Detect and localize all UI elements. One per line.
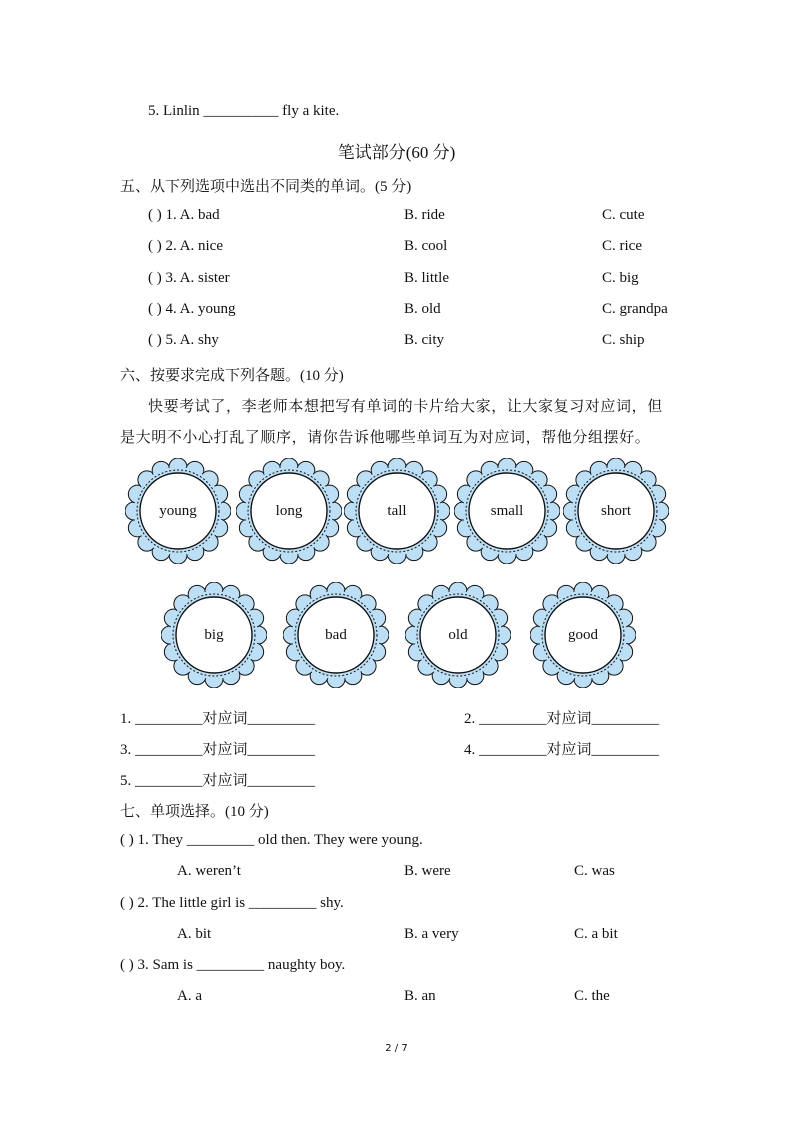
section-6-heading: 六、按要求完成下列各题。(10 分)	[120, 368, 344, 384]
choice-a: A. a	[177, 988, 202, 1004]
item-option-c: C. big	[602, 270, 639, 286]
choice-b: B. a very	[404, 926, 459, 942]
answer-line: 1. _________对应词_________	[120, 711, 316, 727]
item-option-a: ( ) 4. A. young	[148, 301, 236, 317]
section-7-heading: 七、单项选择。(10 分)	[120, 804, 269, 820]
section-6-instructions-line2: 是大明不小心打乱了顺序，请你告诉他哪些单词互为对应词，帮他分组摆好。	[120, 430, 651, 446]
choice-c: C. the	[574, 988, 610, 1004]
item-option-b: B. cool	[404, 238, 448, 254]
written-part-title: 笔试部分(60 分)	[337, 143, 456, 162]
page-number: 2 / 7	[385, 1043, 408, 1054]
card-word: bad	[325, 627, 347, 643]
card-word: young	[159, 503, 197, 519]
item-option-a: ( ) 1. A. bad	[148, 207, 220, 223]
item-option-b: B. ride	[404, 207, 445, 223]
card-word: big	[204, 627, 224, 643]
word-card	[344, 458, 450, 564]
word-card	[563, 458, 669, 564]
choice-a: A. bit	[177, 926, 212, 942]
item-option-c: C. grandpa	[602, 301, 668, 317]
item-option-b: B. old	[404, 301, 441, 317]
answer-line: 4. _________对应词_________	[464, 742, 660, 758]
word-card	[161, 582, 267, 688]
choice-c: C. was	[574, 863, 615, 879]
choice-a: A. weren’t	[177, 863, 241, 879]
item-option-a: ( ) 2. A. nice	[148, 238, 223, 254]
item-option-a: ( ) 5. A. shy	[148, 332, 219, 348]
card-word: small	[490, 503, 524, 519]
question-stem: ( ) 3. Sam is _________ naughty boy.	[120, 957, 346, 973]
word-card	[405, 582, 511, 688]
choice-c: C. a bit	[574, 926, 618, 942]
word-card	[530, 582, 636, 688]
question-stem: ( ) 2. The little girl is _________ shy.	[120, 895, 344, 911]
item-option-c: C. rice	[602, 238, 642, 254]
word-card	[454, 458, 560, 564]
word-card	[283, 582, 389, 688]
item-option-c: C. cute	[602, 207, 645, 223]
card-word: old	[448, 627, 468, 643]
card-word: good	[568, 627, 598, 643]
question-stem: ( ) 1. They _________ old then. They were young.	[120, 832, 423, 848]
answer-line: 2. _________对应词_________	[464, 711, 660, 727]
card-word: long	[275, 503, 303, 519]
answer-line: 5. _________对应词_________	[120, 773, 316, 789]
word-card	[236, 458, 342, 564]
card-word: short	[601, 503, 631, 519]
item-option-c: C. ship	[602, 332, 645, 348]
item-option-b: B. little	[404, 270, 449, 286]
section-6-instructions-line1: 快要考试了，李老师本想把写有单词的卡片给大家，让大家复习对应词，但	[148, 399, 663, 415]
item-option-b: B. city	[404, 332, 444, 348]
choice-b: B. were	[404, 863, 451, 879]
section-5-heading: 五、从下列选项中选出不同类的单词。(5 分)	[120, 179, 412, 195]
previous-question-5: 5. Linlin __________ fly a kite.	[148, 103, 340, 119]
item-option-a: ( ) 3. A. sister	[148, 270, 230, 286]
choice-b: B. an	[404, 988, 436, 1004]
word-card	[125, 458, 231, 564]
card-word: tall	[387, 503, 407, 519]
answer-line: 3. _________对应词_________	[120, 742, 316, 758]
